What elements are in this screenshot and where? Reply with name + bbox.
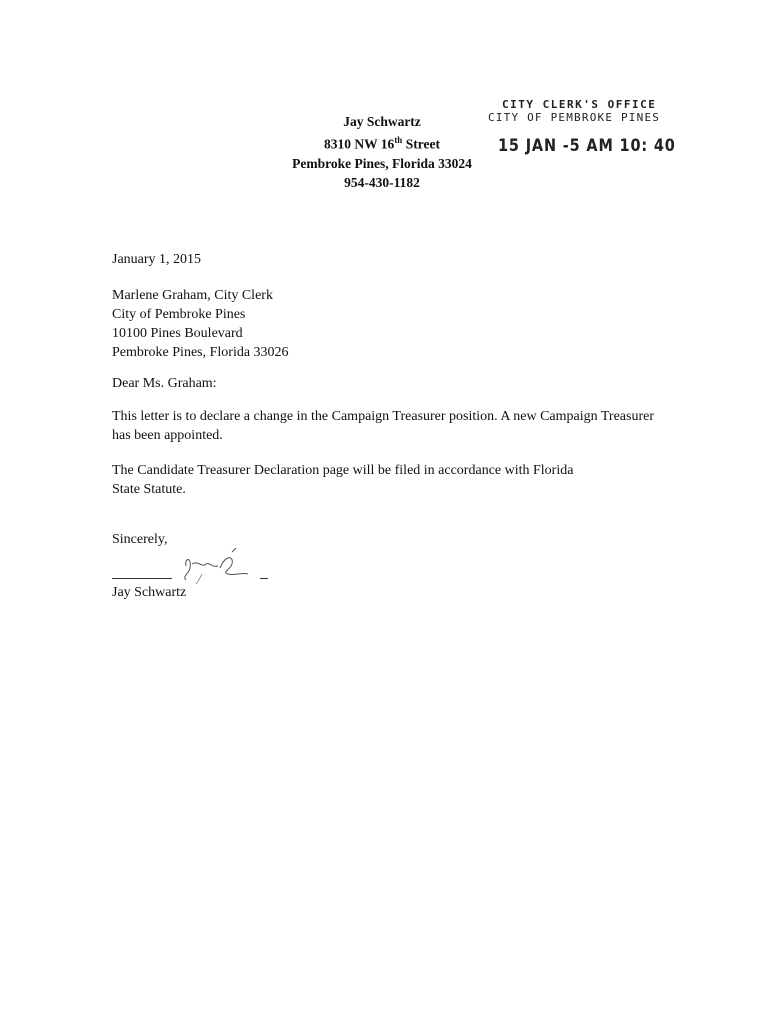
sender-street: [262, 131, 502, 154]
closing: Sincerely,: [112, 532, 168, 547]
body-line: This letter is to declare a change in the Campaign Treasurer position. A new Campaign Treasurer: [112, 409, 654, 424]
body-paragraph-1: [112, 407, 654, 445]
handwritten-signature: [172, 544, 262, 584]
salutation: Dear Ms. Graham:: [112, 376, 217, 391]
body-line: The Candidate Treasurer Declaration page will be filed in accordance with Florida: [112, 463, 574, 478]
stamp-office-line: CITY CLERK'S OFFICE: [502, 98, 657, 111]
stamp-datetime-line: 15 JAN -5 AM 10: 40: [498, 136, 676, 156]
sender-city-line: Pembroke Pines, Florida 33024: [292, 155, 472, 171]
sender-street-number: 8310 NW 16: [324, 136, 395, 152]
signature-line: [112, 578, 172, 579]
signature-line-end: [260, 578, 268, 579]
letter-date: January 1, 2015: [112, 252, 202, 267]
sender-street-ordinal: th: [394, 135, 403, 145]
body-line: has been appointed.: [112, 428, 223, 443]
recipient-address-block: [112, 286, 289, 362]
body-line: State Statute.: [112, 482, 186, 497]
sender-name: Jay Schwartz: [343, 114, 421, 129]
body-paragraph-2: [112, 461, 573, 499]
signer-name: Jay Schwartz: [112, 585, 187, 600]
recipient-line: Pembroke Pines, Florida 33026: [112, 345, 289, 360]
recipient-line: Marlene Graham, City Clerk: [112, 288, 273, 303]
sender-address-block: [262, 112, 502, 192]
stamp-city-line: CITY OF PEMBROKE PINES: [488, 111, 661, 124]
sender-street-name: Street: [402, 136, 440, 152]
recipient-line: City of Pembroke Pines: [112, 307, 246, 322]
recipient-line: 10100 Pines Boulevard: [112, 326, 243, 341]
sender-phone: 954-430-1182: [344, 174, 420, 190]
